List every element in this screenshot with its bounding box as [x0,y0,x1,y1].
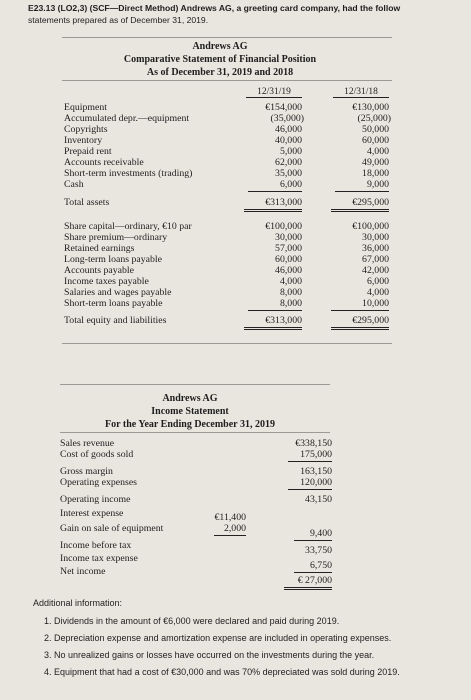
is-outer-income-before-tax: 33,750 [305,545,332,556]
asset-label-prepaid-rent: Prepaid rent [64,146,112,157]
liab-label-retained-earnings: Retained earnings [64,243,135,254]
asset-v1-copyrights: 46,000 [275,124,302,135]
is-label-operating-income: Operating income [60,494,131,505]
asset-v1-accum-depr: (35,000) [270,113,304,124]
liab-v2-accounts-payable: 42,000 [362,265,389,276]
liab-v2-share-premium: 30,000 [362,232,389,243]
total-liab-v1: €313,000 [244,316,302,330]
is-label-cogs: Cost of goods sold [60,449,134,460]
is-outer-gain-on-sale: 9,400 [294,529,332,541]
asset-v2-prepaid-rent: 4,000 [366,146,389,157]
total-liab-label: Total equity and liabilities [64,315,167,326]
is-period: For the Year Ending December 31, 2019 [105,419,275,430]
col-2018-header: 12/31/18 [333,87,389,98]
liab-label-share-capital: Share capital—ordinary, €10 par [64,221,192,232]
liab-v2-salaries-payable: 4,000 [366,287,389,298]
liab-v1-salaries-payable: 8,000 [279,287,302,298]
asset-label-copyrights: Copyrights [64,124,108,135]
liab-v1-share-premium: 30,000 [275,232,302,243]
total-liab-v2: €295,000 [331,316,389,330]
is-inner-interest-expense: €11,400 [214,512,246,523]
title-rule [62,80,392,81]
asset-v2-cash: 9,000 [335,180,389,192]
top-rule [62,37,392,38]
liab-v1-short-term-loans: 8,000 [248,299,302,311]
asset-v1-prepaid-rent: 5,000 [279,146,302,157]
is-outer-net-income: € 27,000 [284,576,332,590]
total-assets-label: Total assets [64,197,110,208]
is-outer-operating-expenses: 120,000 [288,478,332,490]
is-label-gain-on-sale: Gain on sale of equipment [60,523,164,534]
liab-v2-retained-earnings: 36,000 [362,243,389,254]
is-outer-cogs: 175,000 [288,450,332,462]
asset-label-short-term-investments: Short-term investments (trading) [64,168,193,179]
liab-label-short-term-loans: Short-term loans payable [64,298,163,309]
liab-v1-accounts-payable: 46,000 [275,265,302,276]
asset-v1-short-term-investments: 35,000 [275,168,302,179]
additional-item-2: 2. Depreciation expense and amortization expense are included in operating expenses. [44,633,392,643]
asset-label-accounts-receivable: Accounts receivable [64,157,144,168]
is-label-gross-margin: Gross margin [60,466,113,477]
liab-v1-long-term-loans: 60,000 [275,254,302,265]
liab-v2-short-term-loans: 10,000 [331,299,389,311]
col-2019-header: 12/31/19 [246,87,302,98]
liab-v2-income-taxes-payable: 6,000 [366,276,389,287]
bs-company: Andrews AG [192,41,248,52]
liab-label-accounts-payable: Accounts payable [64,265,134,276]
is-outer-income-tax-expense: 6,750 [294,561,332,573]
is-label-sales-revenue: Sales revenue [60,438,115,449]
asset-v1-cash: 6,000 [248,180,302,192]
additional-heading: Additional information: [33,598,123,608]
liab-label-income-taxes-payable: Income taxes payable [64,276,149,287]
asset-v1-equipment: €154,000 [265,102,302,113]
asset-label-inventory: Inventory [64,135,103,146]
liab-label-salaries-payable: Salaries and wages payable [64,287,172,298]
is-label-operating-expenses: Operating expenses [60,477,137,488]
is-label-income-before-tax: Income before tax [60,540,132,551]
bs-bottom-rule [62,343,392,344]
is-outer-sales-revenue: €338,150 [295,438,332,449]
is-outer-gross-margin: 163,150 [300,466,332,477]
total-assets-v1: €313,000 [244,198,302,212]
additional-item-1: 1. Dividends in the amount of €6,000 were declared and paid during 2019. [44,616,340,626]
is-company: Andrews AG [162,393,218,404]
asset-v2-accum-depr: (25,000) [357,113,391,124]
asset-label-cash: Cash [64,179,84,190]
asset-v1-inventory: 40,000 [275,135,302,146]
is-title: Income Statement [151,406,229,417]
liab-label-share-premium: Share premium—ordinary [64,232,168,243]
liab-v1-income-taxes-payable: 4,000 [279,276,302,287]
is-label-net-income: Net income [60,566,106,577]
bs-title: Comparative Statement of Financial Position [123,54,317,65]
is-title-rule [60,432,330,433]
liab-label-long-term-loans: Long-term loans payable [64,254,162,265]
asset-label-equipment: Equipment [64,102,107,113]
is-outer-operating-income: 43,150 [305,494,332,505]
liab-v1-retained-earnings: 57,000 [275,243,302,254]
liab-v2-long-term-loans: 67,000 [362,254,389,265]
total-assets-v2: €295,000 [331,198,389,212]
asset-v2-copyrights: 50,000 [362,124,389,135]
is-label-interest-expense: Interest expense [60,508,124,519]
additional-item-4: 4. Equipment that had a cost of €30,000 and was 70% depreciated was sold during 2019. [44,667,400,677]
bs-date: As of December 31, 2019 and 2018 [146,67,294,78]
asset-v2-equipment: €130,000 [352,102,389,113]
asset-v2-accounts-receivable: 49,000 [362,157,389,168]
asset-v1-accounts-receivable: 62,000 [275,157,302,168]
problem-subheader: statements prepared as of December 31, 2019. [28,15,209,25]
asset-v2-short-term-investments: 18,000 [362,168,389,179]
liab-v1-share-capital: €100,000 [265,221,302,232]
is-inner-gain-on-sale: 2,000 [214,524,246,536]
is-label-income-tax-expense: Income tax expense [60,553,138,564]
is-top-rule [60,384,330,385]
asset-v2-inventory: 60,000 [362,135,389,146]
asset-label-accum-depr: Accumulated depr.—equipment [64,113,190,124]
liab-v2-share-capital: €100,000 [352,221,389,232]
problem-header: E23.13 (LO2,3) (SCF—Direct Method) Andrews AG, a greeting card company, had the follow [28,3,401,13]
additional-item-3: 3. No unrealized gains or losses have occurred on the investments during the year. [44,650,375,660]
